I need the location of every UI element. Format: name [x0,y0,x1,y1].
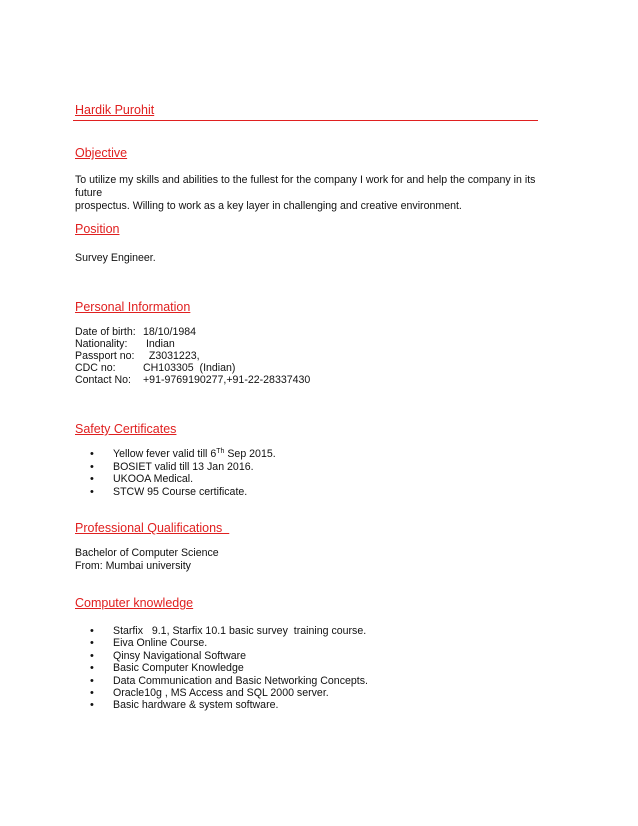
info-value: CH103305 (Indian) [143,362,236,374]
objective-line-1: To utilize my skills and abilities to the fullest for the company I work for and help the company in its future [75,174,536,199]
info-value: Indian [143,338,175,350]
position-heading: Position [75,222,120,236]
list-item: • BOSIET valid till 13 Jan 2016. [75,461,276,474]
info-label: Contact No: [75,374,131,386]
computer-knowledge-list-wrap [75,625,368,712]
info-value: Z3031223, [143,350,200,362]
info-label: Passport no: [75,350,135,362]
qualifications-text [75,547,219,573]
cert-text: Yellow fever valid till 6 [113,448,217,460]
list-item: • Basic hardware & system software. [75,699,368,711]
qualification-degree: Bachelor of Computer Science [75,547,219,559]
info-value: +91-9769190277,+91-22-28337430 [143,374,311,386]
info-row-contact [75,374,310,386]
info-row-cdc [75,362,310,374]
header-rule [73,120,538,121]
list-item: • STCW 95 Course certificate. [75,486,276,499]
info-label: CDC no: [75,362,116,374]
computer-knowledge-heading: Computer knowledge [75,596,194,610]
superscript: Th [216,448,225,455]
safety-certificates-list [75,448,276,498]
info-label: Date of birth: [75,326,136,338]
list-item: • Qinsy Navigational Software [75,650,368,662]
name-block [75,103,538,121]
safety-certificates-heading: Safety Certificates [75,422,177,436]
list-item: • Data Communication and Basic Networking Concepts. [75,675,368,687]
personal-info-heading: Personal Information [75,300,191,314]
cert-text-end: Sep 2015. [224,448,276,460]
candidate-name: Hardik Purohit [75,103,155,117]
objective-line-2: prospectus. Willing to work as a key layer in challenging and creative environment. [75,200,462,212]
safety-certificates-list-wrap [75,448,276,498]
list-item: • Eiva Online Course. [75,637,368,649]
info-value: 18/10/1984 [143,326,197,338]
info-label: Nationality: [75,338,128,350]
personal-info-table [75,326,310,386]
personal-info-table-wrap [75,326,310,386]
objective-text [75,174,545,213]
list-item: • Oracle10g , MS Access and SQL 2000 server. [75,687,368,699]
position-value: Survey Engineer. [75,252,156,264]
list-item: • Basic Computer Knowledge [75,662,368,674]
qualification-university: From: Mumbai university [75,560,191,572]
qualifications-heading: Professional Qualifications [75,521,230,535]
info-row-passport [75,350,310,362]
objective-heading: Objective [75,146,128,160]
list-item: • Starfix 9.1, Starfix 10.1 basic survey training course. [75,625,368,637]
list-item: • UKOOA Medical. [75,473,276,486]
info-row-nationality [75,338,310,350]
computer-knowledge-list [75,625,368,712]
list-item [75,448,276,461]
info-row-dob [75,326,310,338]
